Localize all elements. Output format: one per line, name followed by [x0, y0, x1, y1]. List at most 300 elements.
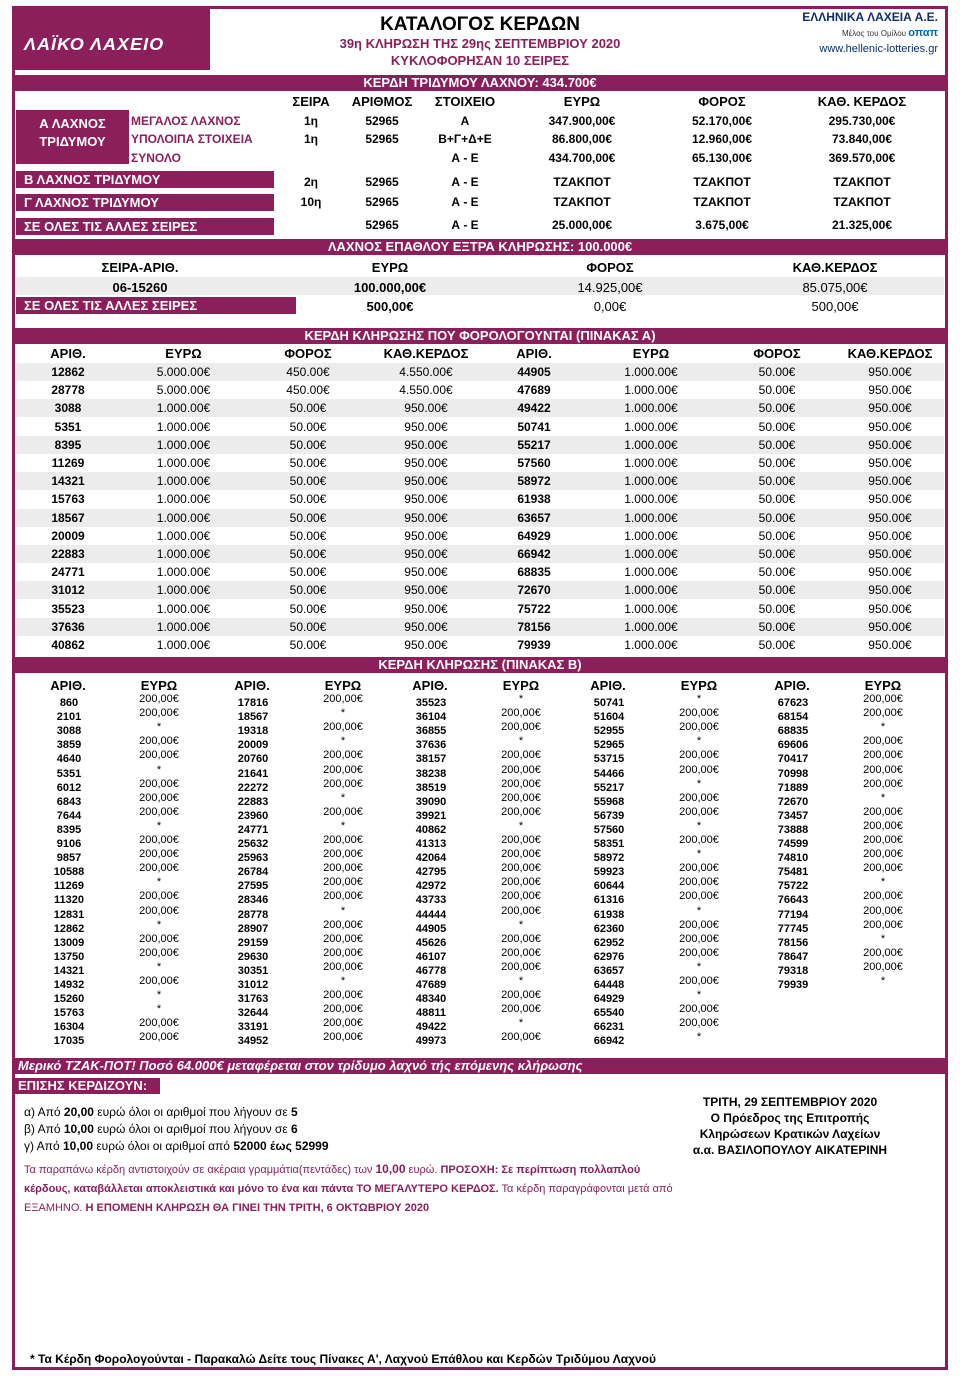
tableB-number: 39090	[415, 795, 447, 808]
also-end: 6	[291, 1122, 298, 1136]
signature-line: Κληρώσεων Κρατικών Λαχείων	[699, 1127, 881, 1141]
table-cell: 950.00€	[868, 547, 912, 561]
tableB-number: 68154	[777, 711, 809, 724]
tridymo-col-header: ΦΟΡΟΣ	[698, 94, 746, 109]
b-lachnos-label	[16, 171, 274, 188]
table-cell: 950.00€	[404, 474, 448, 489]
c-label-text: Γ ΛΑΧΝΟΣ ΤΡΙΔΥΜΟΥ	[24, 195, 159, 210]
tableB-number: 15763	[53, 1007, 85, 1020]
tableB-number: 22883	[237, 795, 269, 808]
tableB-number: 49422	[415, 1021, 447, 1034]
tableB-value: 200,00€	[323, 721, 363, 734]
tridymo-cell: Α - Ε	[451, 151, 479, 165]
tridymo-cell: Α - Ε	[451, 175, 479, 189]
tableB-value: *	[696, 848, 702, 861]
tableB-number: 41313	[415, 838, 447, 850]
tableB-number: 9857	[56, 852, 82, 865]
tridymo-cell: Α - Ε	[451, 218, 479, 232]
tridymo-cell: 434.700,00€	[548, 151, 616, 165]
signature-line: ΤΡΙΤΗ, 29 ΣΕΠΤΕΜΒΡΙΟΥ 2020	[702, 1095, 878, 1109]
also-win-line	[24, 1104, 329, 1121]
tableB-value: 200,00€	[501, 904, 541, 917]
tableB-value: 200,00€	[501, 890, 541, 903]
tableB-number: 23960	[237, 809, 269, 822]
a-label-line2: ΤΡΙΔΥΜΟΥ	[39, 134, 106, 149]
tableB-value: 200,00€	[863, 777, 903, 790]
tableB-value: *	[340, 819, 346, 832]
tridymo-col-header: ΑΡΙΘΜΟΣ	[351, 94, 413, 109]
notice-l3b: Η ΕΠΟΜΕΝΗ ΚΛΗΡΩΣΗ ΘΑ ΓΙΝΕΙ ΤΗΝ ΤΡΙΤΗ, 6 ΟΚΤΩΒΡΙΟΥ 2020	[85, 1202, 430, 1214]
tableB-number: 32644	[237, 1007, 269, 1020]
tableB-value: 200,00€	[501, 848, 541, 861]
tableB-value: 200,00€	[139, 1031, 179, 1044]
also-end: 5	[291, 1105, 298, 1119]
tableB-col-header: ΑΡΙΘ.	[774, 678, 810, 693]
tridymo-cell: 2η	[303, 175, 318, 189]
table-cell: 31012	[51, 583, 85, 598]
tableB-value: 200,00€	[323, 918, 363, 931]
table-cell: 1.000.00€	[156, 419, 211, 434]
table-cell: 1.000.00€	[624, 510, 678, 525]
tableB-value: 200,00€	[139, 735, 179, 748]
tridymo-cell: 1η	[303, 132, 318, 146]
tableB-number: 51604	[593, 711, 625, 724]
table-cell: 50.00€	[289, 565, 327, 580]
tableB-number: 78647	[777, 950, 809, 963]
tableB-number: 2101	[56, 711, 82, 724]
notice-line3	[24, 1199, 724, 1218]
tableB-value: 200,00€	[139, 749, 179, 762]
tableB-value: 200,00€	[679, 805, 719, 818]
tableB-number: 4640	[56, 753, 82, 766]
table-cell: 50.00€	[758, 601, 796, 616]
table-cell: 28778	[51, 383, 85, 398]
table-cell: 1.000.00€	[156, 437, 211, 452]
tridymo-cell: 10η	[300, 195, 322, 209]
notice-block	[24, 1160, 724, 1218]
tableB-number: 11269	[54, 880, 84, 893]
tableB-number: 33191	[237, 1021, 269, 1034]
tableB-number: 37636	[415, 739, 447, 752]
tableB-col-header: ΑΡΙΘ.	[50, 678, 86, 693]
tableB-number: 69606	[777, 739, 809, 752]
tableB-value: 200,00€	[863, 763, 903, 776]
table-row	[16, 490, 944, 508]
tridymo-cell: 52965	[365, 218, 399, 232]
table-cell: 8395	[54, 437, 82, 452]
tridymo-cell: ΤΖΑΚΠΟΤ	[553, 195, 611, 209]
also-pre: α) Από	[24, 1105, 64, 1119]
tableB-number: 54466	[593, 767, 625, 780]
table-cell: 950.00€	[404, 583, 448, 598]
tableB-value: *	[518, 735, 524, 748]
extra-col-header: ΚΑΘ.ΚΕΡΔΟΣ	[792, 260, 878, 275]
tableB-value: *	[340, 735, 346, 748]
tableB-value: 200,00€	[323, 1017, 363, 1030]
tableB-number: 27595	[237, 880, 269, 893]
table-cell: 18567	[51, 510, 85, 525]
table-cell: 50.00€	[758, 583, 796, 598]
tableB-number: 55968	[593, 795, 625, 808]
tableB-value: 200,00€	[863, 749, 903, 762]
table-cell: 50.00€	[289, 638, 327, 652]
table-cell: 1.000.00€	[624, 601, 678, 616]
table-cell: 50741	[517, 419, 551, 434]
table-cell: 950.00€	[404, 638, 448, 652]
tableB-value: 200,00€	[863, 960, 903, 973]
tableA-col-header: ΦΟΡΟΣ	[284, 346, 332, 361]
tridymo-cell: 52.170,00€	[691, 114, 753, 128]
table-cell: 50.00€	[758, 401, 796, 416]
tableB-value: 200,00€	[139, 890, 179, 903]
tridymo-row-name: ΥΠΟΛΟΙΠΑ ΣΤΟΙΧΕΙΑ	[131, 132, 253, 146]
table-cell: 50.00€	[758, 365, 796, 379]
tableB-value: 200,00€	[501, 876, 541, 889]
tableB-number: 62952	[593, 936, 625, 949]
tableB-number: 79939	[777, 979, 809, 991]
tridymo-row-name: ΣΥΝΟΛΟ	[131, 151, 181, 165]
extra-title: ΛΑΧΝΟΣ ΕΠΑΘΛΟΥ ΕΞΤΡΑ ΚΛΗΡΩΣΗΣ: 100.000€	[12, 239, 948, 255]
tableB-value: 200,00€	[863, 707, 903, 720]
tableB-value: *	[156, 960, 162, 973]
tableB-value: 200,00€	[863, 735, 903, 748]
tableB-number: 39921	[415, 809, 447, 822]
tableB-number: 62976	[593, 950, 625, 963]
tableB-value: 200,00€	[323, 805, 363, 818]
extra-cell: 100.000,00€	[353, 280, 427, 295]
table-row	[16, 581, 944, 599]
table-cell: 55217	[517, 437, 551, 452]
tableB-number: 60644	[593, 880, 625, 893]
tableB-value: *	[696, 777, 702, 790]
table-cell: 5351	[54, 419, 82, 434]
table-cell: 1.000.00€	[156, 547, 211, 561]
tableB-number: 18567	[237, 711, 269, 724]
draw-info: 39η ΚΛΗΡΩΣΗ ΤΗΣ 29ης ΣΕΠΤΕΜΒΡΙΟΥ 2020	[339, 36, 621, 51]
tableB-number: 7644	[56, 809, 82, 822]
tableB-number: 42972	[415, 880, 447, 893]
table-row	[16, 618, 944, 636]
footer-note: * Τα Κέρδη Φορολογούνται - Παρακαλώ Δείτε τους Πίνακες Α', Λαχνού Επάθλου και Κερδών Τριδύμου Λαχνού	[30, 1352, 656, 1366]
tableB-value: *	[880, 721, 886, 734]
a-label-line1: Α ΛΑΧΝΟΣ	[39, 116, 106, 131]
tableB-value: *	[696, 693, 702, 705]
table-cell: 72670	[517, 583, 551, 598]
tableB-number: 19318	[237, 725, 269, 738]
tableB-number: 17035	[53, 1035, 85, 1048]
signature-line: α.α. ΒΑΣΙΛΟΠΟΥΛΟΥ ΑΙΚΑΤΕΡΙΝΗ	[692, 1143, 888, 1157]
table-cell: 950.00€	[868, 510, 912, 525]
tableB-value: 200,00€	[139, 834, 179, 846]
tridymo-cell: 52965	[365, 195, 399, 209]
table-cell: 1.000.00€	[156, 401, 211, 416]
table-cell: 37636	[51, 619, 85, 634]
tridymo-cell: Α - Ε	[451, 195, 479, 209]
tableA-header-row	[16, 346, 944, 362]
brand-block	[790, 10, 950, 55]
table-cell: 50.00€	[289, 619, 327, 634]
b-label-text: Β ΛΑΧΝΟΣ ΤΡΙΔΥΜΟΥ	[24, 172, 161, 187]
table-cell: 1.000.00€	[624, 528, 678, 543]
tableB-col-header: ΑΡΙΘ.	[590, 678, 626, 693]
tableB-number: 25963	[237, 852, 269, 865]
tableB-value: *	[340, 975, 346, 987]
brand-name: ΕΛΛΗΝΙΚΑ ΛΑΧΕΙΑ Α.Ε.	[802, 10, 938, 24]
tableB-value: 200,00€	[679, 1017, 719, 1030]
table-cell: 22883	[51, 547, 85, 561]
tableB-number: 58972	[593, 852, 625, 865]
tableB-number: 24771	[237, 823, 269, 836]
tableB-number: 79318	[777, 964, 809, 977]
table-cell: 1.000.00€	[156, 601, 211, 616]
also-mid: ευρώ όλοι οι αριθμοί που λήγουν σε	[93, 1105, 292, 1119]
table-row	[16, 636, 944, 654]
tableA-title: ΚΕΡΔΗ ΚΛΗΡΩΣΗΣ ΠΟΥ ΦΟΡΟΛΟΓΟΥΝΤΑΙ (ΠΙΝΑΚΑΣ Α)	[12, 328, 948, 344]
table-cell: 35523	[51, 601, 85, 616]
tableB-value: *	[696, 989, 702, 1002]
tableB-number: 49973	[415, 1035, 447, 1048]
table-cell: 63657	[517, 510, 551, 525]
tableB-value: 200,00€	[679, 707, 719, 720]
tableB-number: 14321	[53, 964, 85, 977]
tableB-col-header: ΕΥΡΩ	[324, 678, 362, 693]
tridymo-cell: ΤΖΑΚΠΟΤ	[693, 195, 751, 209]
tableB-number: 6843	[56, 795, 82, 808]
table-cell: 450.00€	[286, 365, 330, 379]
notice-l1c: ευρώ.	[405, 1164, 441, 1176]
table-cell: 1.000.00€	[624, 492, 678, 507]
notice-l1a: Τα παραπάνω κέρδη αντιστοιχούν σε ακέραια γραμμάτια(πεντάδες) των	[24, 1164, 376, 1176]
tableB-value: 200,00€	[679, 876, 719, 889]
tableB-value: 200,00€	[323, 876, 363, 889]
table-cell: 50.00€	[758, 456, 796, 470]
table-cell: 450.00€	[286, 383, 330, 398]
table-cell: 4.550.00€	[399, 383, 453, 398]
tableB-value: *	[340, 707, 346, 720]
tableB-value: 200,00€	[501, 932, 541, 945]
tableB-value: 200,00€	[139, 848, 179, 861]
table-cell: 50.00€	[289, 401, 327, 416]
tableB-number: 64929	[593, 993, 625, 1006]
signature-line: Ο Πρόεδρος της Επιτροπής	[710, 1111, 870, 1125]
tableB-value: 200,00€	[679, 862, 719, 875]
table-cell: 3088	[54, 401, 82, 416]
tableB-value: 200,00€	[863, 890, 903, 903]
tableB-number: 26784	[237, 866, 269, 879]
table-cell: 50.00€	[758, 565, 796, 580]
tableB-value: 200,00€	[139, 791, 179, 804]
tableB-value: 200,00€	[139, 805, 179, 818]
extra-all-text: ΣΕ ΟΛΕΣ ΤΙΣ ΑΛΛΕΣ ΣΕΙΡΕΣ	[24, 298, 198, 313]
table-cell: 44905	[517, 365, 551, 379]
table-cell: 50.00€	[758, 419, 796, 434]
extra-cell: 06-15260	[112, 280, 168, 295]
table-row	[16, 509, 944, 527]
tableB-value: 200,00€	[323, 960, 363, 973]
tableB-value: 200,00€	[323, 693, 363, 705]
table-cell: 950.00€	[868, 383, 912, 398]
tableB-value: 200,00€	[323, 946, 363, 959]
table-cell: 58972	[517, 474, 551, 489]
tableB-number: 9106	[56, 838, 82, 850]
tridymo-cell: ΤΖΑΚΠΟΤ	[553, 175, 611, 189]
tableB-value: 200,00€	[501, 763, 541, 776]
tableB-number: 66942	[593, 1035, 625, 1048]
tableB-number: 28907	[237, 922, 269, 935]
table-row	[16, 418, 944, 436]
table-cell: 50.00€	[758, 638, 796, 652]
tableB-value: *	[696, 960, 702, 973]
table-cell: 66942	[517, 547, 551, 561]
tableB-value: 200,00€	[501, 721, 541, 734]
table-cell: 950.00€	[868, 619, 912, 634]
table-cell: 64929	[517, 528, 551, 543]
tridymo-cell: 21.325,00€	[831, 218, 893, 232]
brand-url: www.hellenic-lotteries.gr	[819, 43, 938, 55]
tableB-value: 200,00€	[323, 862, 363, 875]
also-win-list	[24, 1104, 329, 1155]
tableB-number: 10588	[53, 866, 85, 879]
tableB-value: *	[696, 1031, 702, 1044]
table-cell: 1.000.00€	[624, 456, 678, 470]
tableB-number: 3088	[56, 725, 82, 738]
table-cell: 50.00€	[758, 510, 796, 525]
tableB-number: 860	[59, 697, 79, 709]
table-cell: 950.00€	[868, 474, 912, 489]
tableB-number: 61316	[593, 894, 625, 907]
tridymo-cell: 369.570,00€	[828, 151, 896, 165]
table-cell: 1.000.00€	[156, 510, 211, 525]
tableB-value: 200,00€	[139, 1017, 179, 1030]
tableB-col-header: ΕΥΡΩ	[680, 678, 718, 693]
tableB-number: 61938	[593, 908, 625, 921]
tridymo-cell: ΤΖΑΚΠΟΤ	[833, 195, 891, 209]
tableB-number: 31012	[237, 979, 269, 991]
tableB-value: 200,00€	[323, 763, 363, 776]
tableB-number: 40862	[415, 823, 447, 836]
notice-line1	[24, 1160, 724, 1180]
tableB-value: 200,00€	[139, 946, 179, 959]
tridymo-cell: 295.730,00€	[828, 114, 896, 128]
tridymo-col-header: ΣΕΙΡΑ	[292, 94, 330, 109]
tridymo-cell: 52965	[365, 114, 399, 128]
tableB-value: *	[518, 819, 524, 832]
tableB-value: *	[340, 904, 346, 917]
table-cell: 950.00€	[868, 583, 912, 598]
tableB-number: 31763	[237, 993, 269, 1006]
table-cell: 50.00€	[758, 474, 796, 489]
table-cell: 1.000.00€	[156, 474, 211, 489]
table-cell: 12862	[51, 365, 85, 379]
table-cell: 1.000.00€	[624, 583, 678, 598]
table-cell: 950.00€	[868, 456, 912, 470]
a-lachnos-label	[16, 110, 129, 164]
tableB-value: 200,00€	[501, 791, 541, 804]
table-cell: 47689	[517, 383, 551, 398]
tridymo-row-name: ΜΕΓΑΛΟΣ ΛΑΧΝΟΣ	[131, 114, 241, 128]
tableB-value: 200,00€	[323, 749, 363, 762]
tableB-value: *	[696, 819, 702, 832]
tableA-col-header: ΦΟΡΟΣ	[753, 346, 801, 361]
table-cell: 50.00€	[289, 419, 327, 434]
also-win-line	[24, 1121, 329, 1138]
tableB-number: 13009	[53, 936, 85, 949]
tableB-value: 200,00€	[501, 989, 541, 1002]
tableB-number: 12862	[53, 922, 85, 935]
table-cell: 50.00€	[289, 528, 327, 543]
tableB-number: 20009	[237, 739, 269, 752]
tableB-number: 67623	[777, 697, 809, 709]
extra-col-header: ΦΟΡΟΣ	[586, 260, 634, 275]
tableB-col-header: ΕΥΡΩ	[140, 678, 178, 693]
tableB-value: 200,00€	[139, 904, 179, 917]
tableB-value: 200,00€	[863, 834, 903, 846]
tridymo-cell: 73.840,00€	[831, 132, 893, 146]
tableB-value: 200,00€	[501, 862, 541, 875]
tableB-number: 29630	[237, 950, 269, 963]
table-cell: 4.550.00€	[399, 365, 453, 379]
tableB-number: 38519	[415, 781, 447, 794]
table-cell: 950.00€	[404, 401, 448, 416]
tableB-value: 200,00€	[679, 763, 719, 776]
extra-cell: 0,00€	[593, 299, 627, 314]
tableB-number: 28346	[237, 894, 269, 907]
table-cell: 1.000.00€	[624, 437, 678, 452]
tableB-value: 200,00€	[863, 946, 903, 959]
tableB-number: 8395	[56, 823, 82, 836]
all-series-text: ΣΕ ΟΛΕΣ ΤΙΣ ΑΛΛΕΣ ΣΕΙΡΕΣ	[24, 219, 198, 234]
table-row	[16, 472, 944, 490]
tableB-number: 13750	[53, 950, 85, 963]
tableB-number: 22272	[237, 781, 269, 794]
notice-line2	[24, 1180, 724, 1199]
table-cell: 1.000.00€	[156, 638, 211, 652]
tableB-number: 38238	[415, 767, 447, 780]
tableB-value: 200,00€	[323, 834, 363, 846]
tridymo-title: ΚΕΡΔΗ ΤΡΙΔΥΜΟΥ ΛΑΧΝΟΥ: 434.700€	[12, 75, 948, 91]
tableB-value: 200,00€	[863, 819, 903, 832]
tableB-value: 200,00€	[139, 777, 179, 790]
table-cell: 49422	[517, 401, 551, 416]
tableB-number: 42795	[415, 866, 447, 879]
extra-cell: 85.075,00€	[802, 280, 868, 295]
table-cell: 50.00€	[289, 474, 327, 489]
tableB-number: 71889	[777, 781, 809, 794]
table-row	[16, 381, 944, 399]
tableB-value: *	[518, 1017, 524, 1030]
tableB-value: 200,00€	[501, 1003, 541, 1016]
also-amount: 10,00	[63, 1122, 94, 1136]
extra-col-header: ΣΕΙΡΑ-ΑΡΙΘ.	[101, 260, 179, 275]
tridymo-cell: 86.800,00€	[551, 132, 613, 146]
tableB-value: *	[696, 904, 702, 917]
tableB-number: 17816	[237, 697, 269, 709]
table-cell: 1.000.00€	[624, 474, 678, 489]
tableB-value: 200,00€	[323, 890, 363, 903]
tridymo-col-header: ΚΑΘ. ΚΕΡΔΟΣ	[817, 94, 907, 109]
tableB-number: 52955	[593, 725, 625, 738]
tridymo-cell: 3.675,00€	[695, 218, 749, 232]
table-cell: 1.000.00€	[156, 492, 211, 507]
table-cell: 950.00€	[868, 492, 912, 507]
table-cell: 75722	[517, 601, 551, 616]
tableA-col-header: ΕΥΡΩ	[165, 346, 202, 361]
table-cell: 20009	[51, 528, 85, 543]
tableB-value: 200,00€	[863, 848, 903, 861]
tableA-col-header: ΚΑΘ.ΚΕΡΔΟΣ	[383, 346, 469, 361]
table-cell: 50.00€	[289, 492, 327, 507]
tridymo-cell: 65.130,00€	[691, 151, 753, 165]
